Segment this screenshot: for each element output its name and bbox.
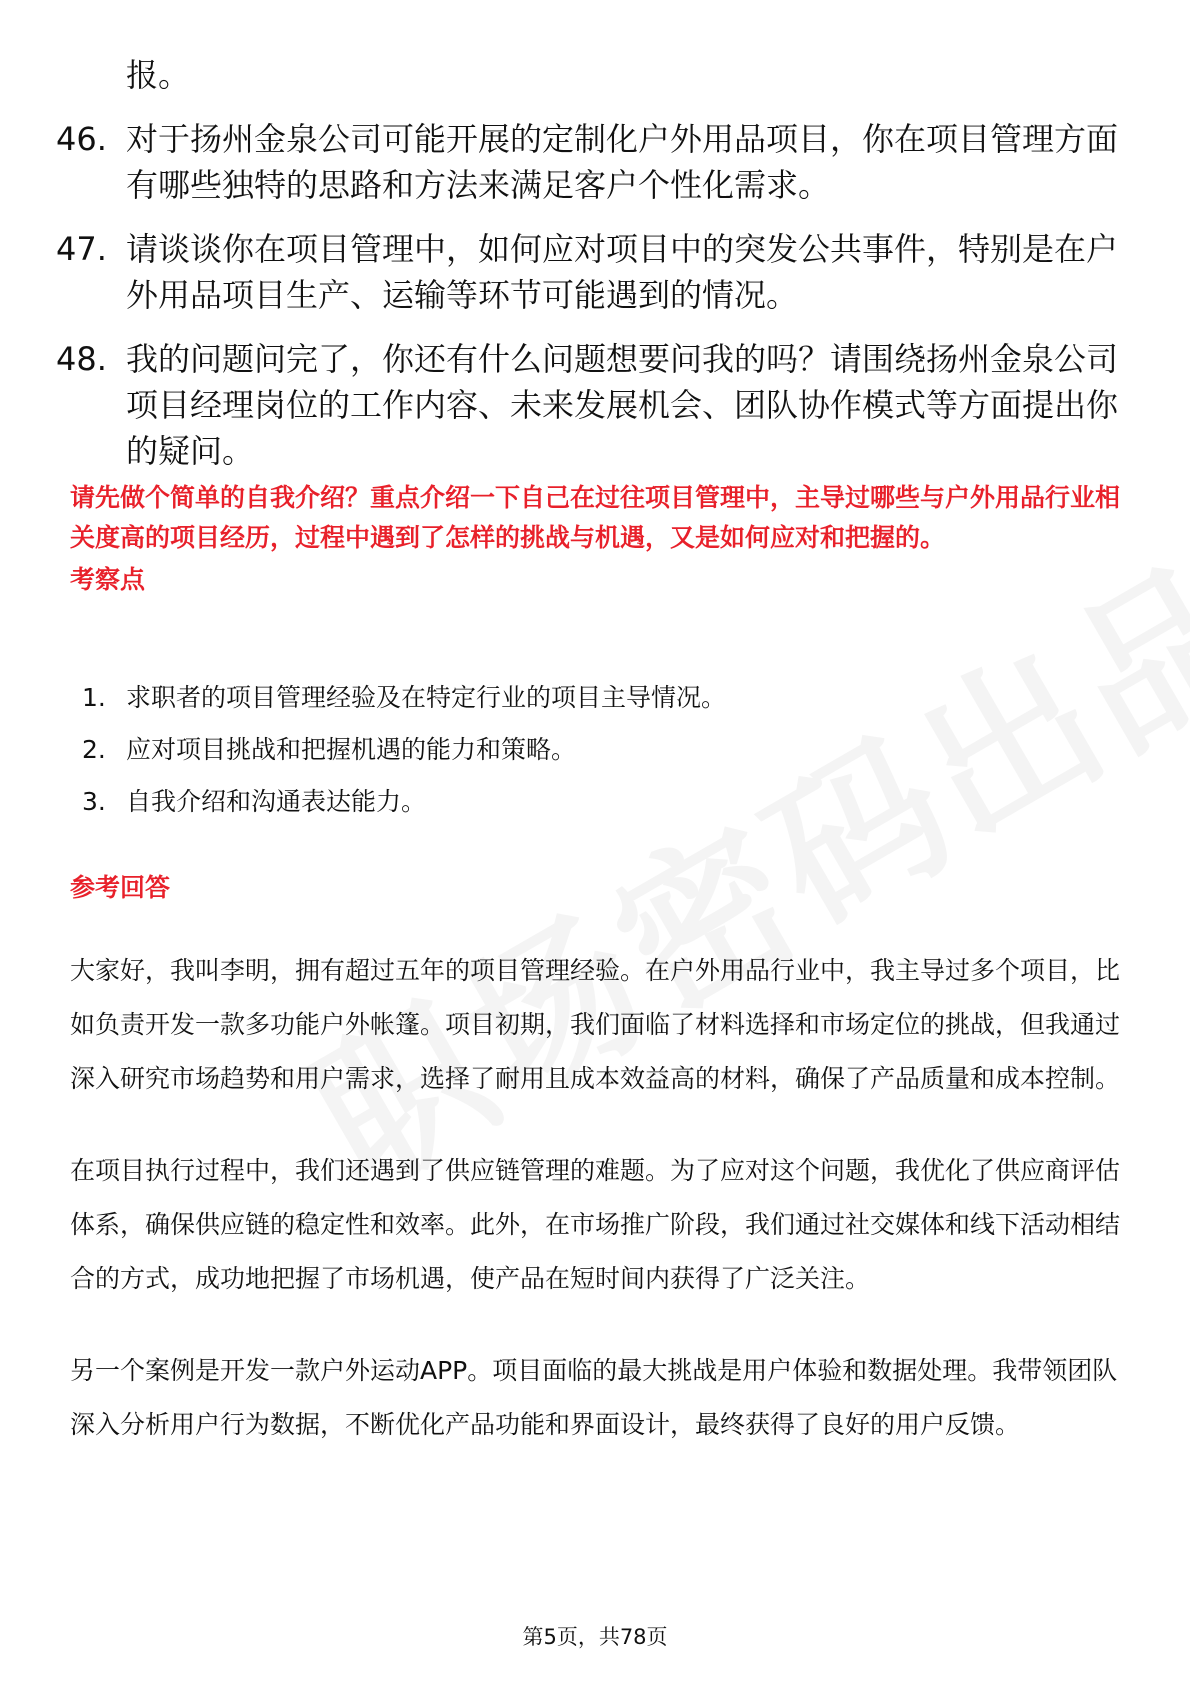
point-number: 2. bbox=[82, 735, 106, 764]
point-number: 1. bbox=[82, 683, 106, 712]
answer-paragraph: 另一个案例是开发一款户外运动APP。项目面临的最大挑战是用户体验和数据处理。我带领团队深入分析用户行为数据，不断优化产品功能和界面设计，最终获得了良好的用户反馈。 bbox=[70, 1356, 1118, 1439]
point-number: 3. bbox=[82, 787, 106, 816]
featured-question: 请先做个简单的自我介绍？重点介绍一下自己在过往项目管理中，主导过哪些与户外用品行业相关度高的项目经历，过程中遇到了怎样的挑战与机遇，又是如何应对和把握的。 bbox=[70, 483, 1121, 552]
question-item bbox=[56, 336, 1136, 474]
assessment-point bbox=[82, 732, 1082, 768]
point-text: 应对项目挑战和把握机遇的能力和策略。 bbox=[126, 735, 577, 764]
point-text: 自我介绍和沟通表达能力。 bbox=[126, 787, 427, 816]
point-text: 求职者的项目管理经验及在特定行业的项目主导情况。 bbox=[126, 683, 727, 712]
reference-answer bbox=[70, 944, 1120, 1490]
assessment-point bbox=[82, 784, 1082, 820]
answer-paragraph: 在项目执行过程中，我们还遇到了供应链管理的难题。为了应对这个问题，我优化了供应商评估体系，确保供应链的稳定性和效率。此外，在市场推广阶段，我们通过社交媒体和线下活动相结合的方式，成功地把握了市场机遇，使产品在短时间内获得了广泛关注。 bbox=[70, 1156, 1121, 1293]
question-number: 48. bbox=[56, 340, 107, 378]
assessment-point bbox=[82, 680, 1082, 716]
question-item bbox=[56, 226, 1136, 318]
assessment-title: 考察点 bbox=[70, 565, 146, 594]
question-list bbox=[56, 52, 1136, 492]
reference-title: 参考回答 bbox=[70, 873, 171, 902]
assessment-points bbox=[82, 680, 1082, 836]
page-footer: 第5页，共78页 bbox=[522, 1625, 668, 1649]
question-continuation: 报。 bbox=[126, 56, 191, 94]
question-text: 我的问题问完了，你还有什么问题想要问我的吗？请围绕扬州金泉公司项目经理岗位的工作内容、未来发展机会、团队协作模式等方面提出你的疑问。 bbox=[126, 340, 1119, 470]
question-text: 请谈谈你在项目管理中，如何应对项目中的突发公共事件，特别是在户外用品项目生产、运输等环节可能遇到的情况。 bbox=[126, 230, 1119, 314]
answer-paragraph: 大家好，我叫李明，拥有超过五年的项目管理经验。在户外用品行业中，我主导过多个项目，比如负责开发一款多功能户外帐篷。项目初期，我们面临了材料选择和市场定位的挑战，但我通过深入研究市场趋势和用户需求，选择了耐用且成本效益高的材料，确保了产品质量和成本控制。 bbox=[70, 956, 1121, 1093]
question-text: 对于扬州金泉公司可能开展的定制化户外用品项目，你在项目管理方面有哪些独特的思路和方法来满足客户个性化需求。 bbox=[126, 120, 1119, 204]
question-item bbox=[56, 116, 1136, 208]
question-number: 47. bbox=[56, 230, 107, 268]
question-number: 46. bbox=[56, 120, 107, 158]
